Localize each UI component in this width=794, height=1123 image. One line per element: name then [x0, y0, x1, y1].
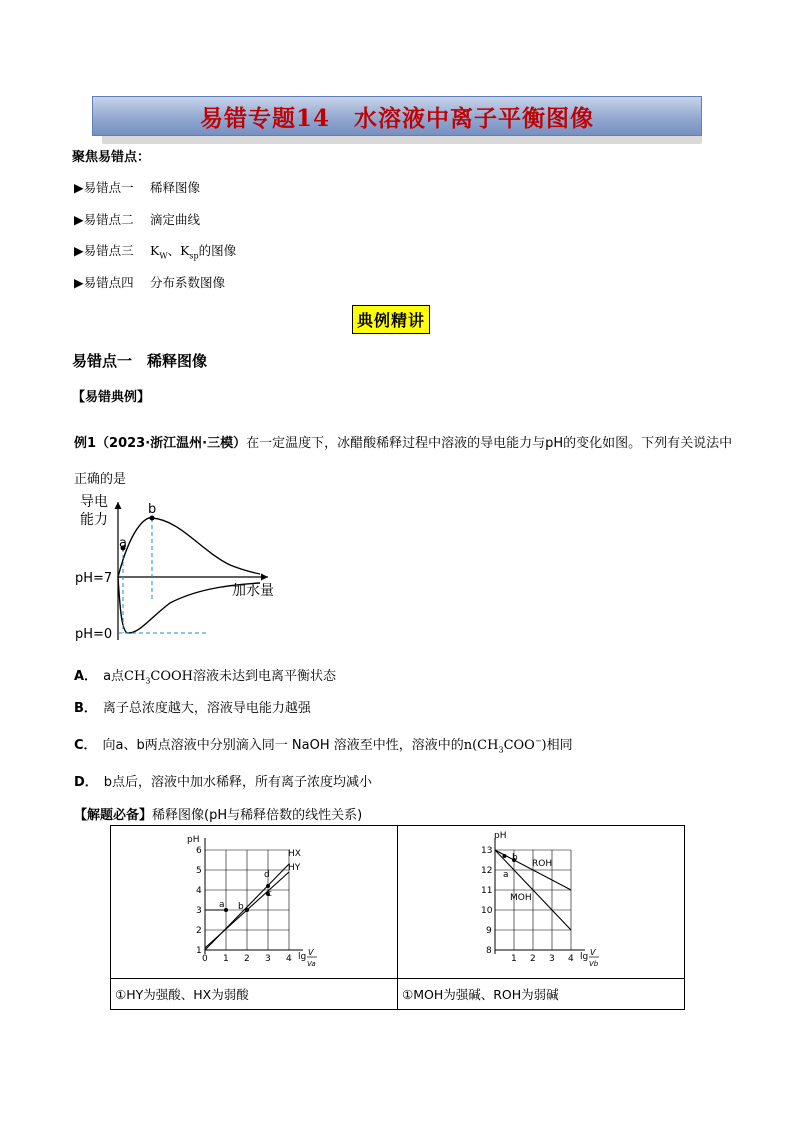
- title-banner: [92, 96, 702, 136]
- y-tick-label: 9: [486, 926, 492, 936]
- base-caption: ①MOH为强碱、ROH为弱碱: [398, 979, 685, 1010]
- graph-label-a: a: [119, 536, 127, 551]
- prep-line: [74, 804, 362, 823]
- y-tick-label: 6: [196, 846, 202, 856]
- question-label: 例1: [74, 436, 97, 451]
- acid-label-c: c: [267, 889, 272, 899]
- acid-xlabel-va: Va: [307, 960, 316, 968]
- graph-label-b: b: [148, 502, 157, 517]
- x-tick-label: 2: [530, 954, 536, 964]
- x-tick-label: 4: [286, 954, 292, 964]
- point-1: [74, 178, 200, 196]
- x-tick-label: 0: [202, 954, 208, 964]
- focus-heading: 聚焦易错点：: [72, 150, 151, 165]
- acid-xlabel-lg: lg: [298, 952, 307, 962]
- acid-hy-label: HY: [288, 863, 301, 873]
- example-badge: 典例精讲: [352, 305, 430, 334]
- y-tick-label: 8: [486, 946, 492, 956]
- page-title: 易错专题14 水溶液中离子平衡图像: [199, 104, 594, 132]
- y-tick-label: 2: [196, 926, 202, 936]
- point-1-key: ▶易错点一: [74, 180, 134, 195]
- base-dot-a: [503, 854, 507, 858]
- option-d: [74, 771, 372, 790]
- point-3-key: ▶易错点三: [74, 243, 134, 258]
- x-tick-label: 4: [568, 954, 574, 964]
- y-tick-label: 4: [196, 886, 202, 896]
- base-label-b: b: [512, 853, 518, 863]
- point-2: [74, 210, 200, 228]
- graph-ph7-label: pH=7: [75, 571, 113, 586]
- graph-y-label-2: 能力: [80, 512, 108, 528]
- point-2-key: ▶易错点二: [74, 212, 134, 227]
- option-c-text: 向a、b两点溶液中分别滴入同一 NaOH 溶液至中性，溶液中的$n(CH_3COO^-)$相同: [102, 736, 573, 755]
- base-xlabel-v: V: [590, 948, 596, 957]
- x-tick-label: 3: [549, 954, 555, 964]
- acid-xlabel-v: V: [308, 948, 314, 957]
- option-c: [74, 734, 573, 755]
- acid-dot-b: [245, 908, 249, 912]
- y-tick-label: 3: [196, 906, 202, 916]
- acid-chart-plot: [196, 838, 303, 964]
- y-tick-label: 13: [481, 846, 493, 856]
- option-b-text: 离子总浓度越大，溶液导电能力越强: [102, 701, 311, 716]
- point-3-text: $K_W$、$K_{sp}$的图像: [150, 243, 237, 261]
- acid-hx-label: HX: [288, 849, 301, 859]
- point-2-text: 滴定曲线: [150, 212, 201, 227]
- option-b: [74, 697, 311, 716]
- base-chart-plot: [481, 838, 585, 964]
- prep-text: 稀释图像(pH与稀释倍数的线性关系): [152, 808, 363, 823]
- option-b-letter: B．: [74, 701, 97, 716]
- acid-dot-d: [266, 884, 270, 888]
- point-4: [74, 273, 225, 291]
- point-3: [74, 241, 236, 261]
- acid-label-b: b: [238, 902, 244, 912]
- point-1-text: 稀释图像: [150, 180, 201, 195]
- base-dilution-chart: [398, 826, 684, 974]
- y-tick-label: 1: [196, 946, 202, 956]
- graph-x-label: 加水量: [232, 583, 274, 599]
- graph-y-label-1: 导电: [80, 494, 108, 510]
- acid-dilution-chart: [111, 826, 397, 974]
- acid-dot-a: [224, 908, 228, 912]
- point-4-key: ▶易错点四: [74, 275, 134, 290]
- chart-cell-base: [398, 826, 685, 979]
- prep-tag: 【解题必备】: [74, 808, 153, 823]
- option-a: [74, 665, 336, 686]
- graph-ph0-label: pH=0: [75, 627, 113, 642]
- conductivity-curve: [118, 518, 260, 577]
- conductivity-graph: [70, 490, 300, 650]
- option-a-letter: A．: [74, 669, 98, 684]
- base-moh-label: MOH: [510, 893, 532, 903]
- question-1: [74, 426, 734, 498]
- y-tick-label: 12: [481, 866, 493, 876]
- option-d-text: b点后，溶液中加水稀释，所有离子浓度均减小: [103, 775, 373, 790]
- question-stem: 在一定温度下，冰醋酸稀释过程中溶液的导电能力与pH的变化如图。下列有关说法中正确的是: [74, 436, 733, 487]
- acid-label-d: d: [264, 870, 270, 880]
- title-bar: [92, 96, 702, 136]
- point-4-text: 分布系数图像: [150, 275, 226, 290]
- base-xlabel-vb: Vb: [589, 960, 599, 968]
- x-tick-label: 3: [265, 954, 271, 964]
- example-tag: 【易错典例】: [72, 390, 151, 405]
- acid-ylabel: pH: [187, 835, 200, 845]
- x-tick-label: 2: [244, 954, 250, 964]
- dilution-table: [110, 825, 685, 1010]
- base-label-a: a: [503, 870, 509, 880]
- question-source: （2023·浙江温州·三模）: [96, 436, 247, 451]
- chart-cell-acid: [111, 826, 398, 979]
- y-tick-label: 10: [481, 906, 493, 916]
- base-ylabel: pH: [494, 831, 507, 841]
- acid-label-a: a: [219, 900, 225, 910]
- option-a-text: a点$CH_3COOH$溶液未达到电离平衡状态: [103, 669, 337, 686]
- section-title: 易错点一 稀释图像: [72, 352, 208, 370]
- base-roh-label: ROH: [532, 859, 553, 869]
- x-tick-label: 1: [511, 954, 517, 964]
- option-c-letter: C．: [74, 738, 97, 753]
- base-xlabel-lg: lg: [580, 952, 589, 962]
- acid-caption: ①HY为强酸、HX为弱酸: [111, 979, 398, 1010]
- option-d-letter: D．: [74, 775, 98, 790]
- x-tick-label: 1: [223, 954, 229, 964]
- y-tick-label: 11: [481, 886, 493, 896]
- y-tick-label: 5: [196, 866, 202, 876]
